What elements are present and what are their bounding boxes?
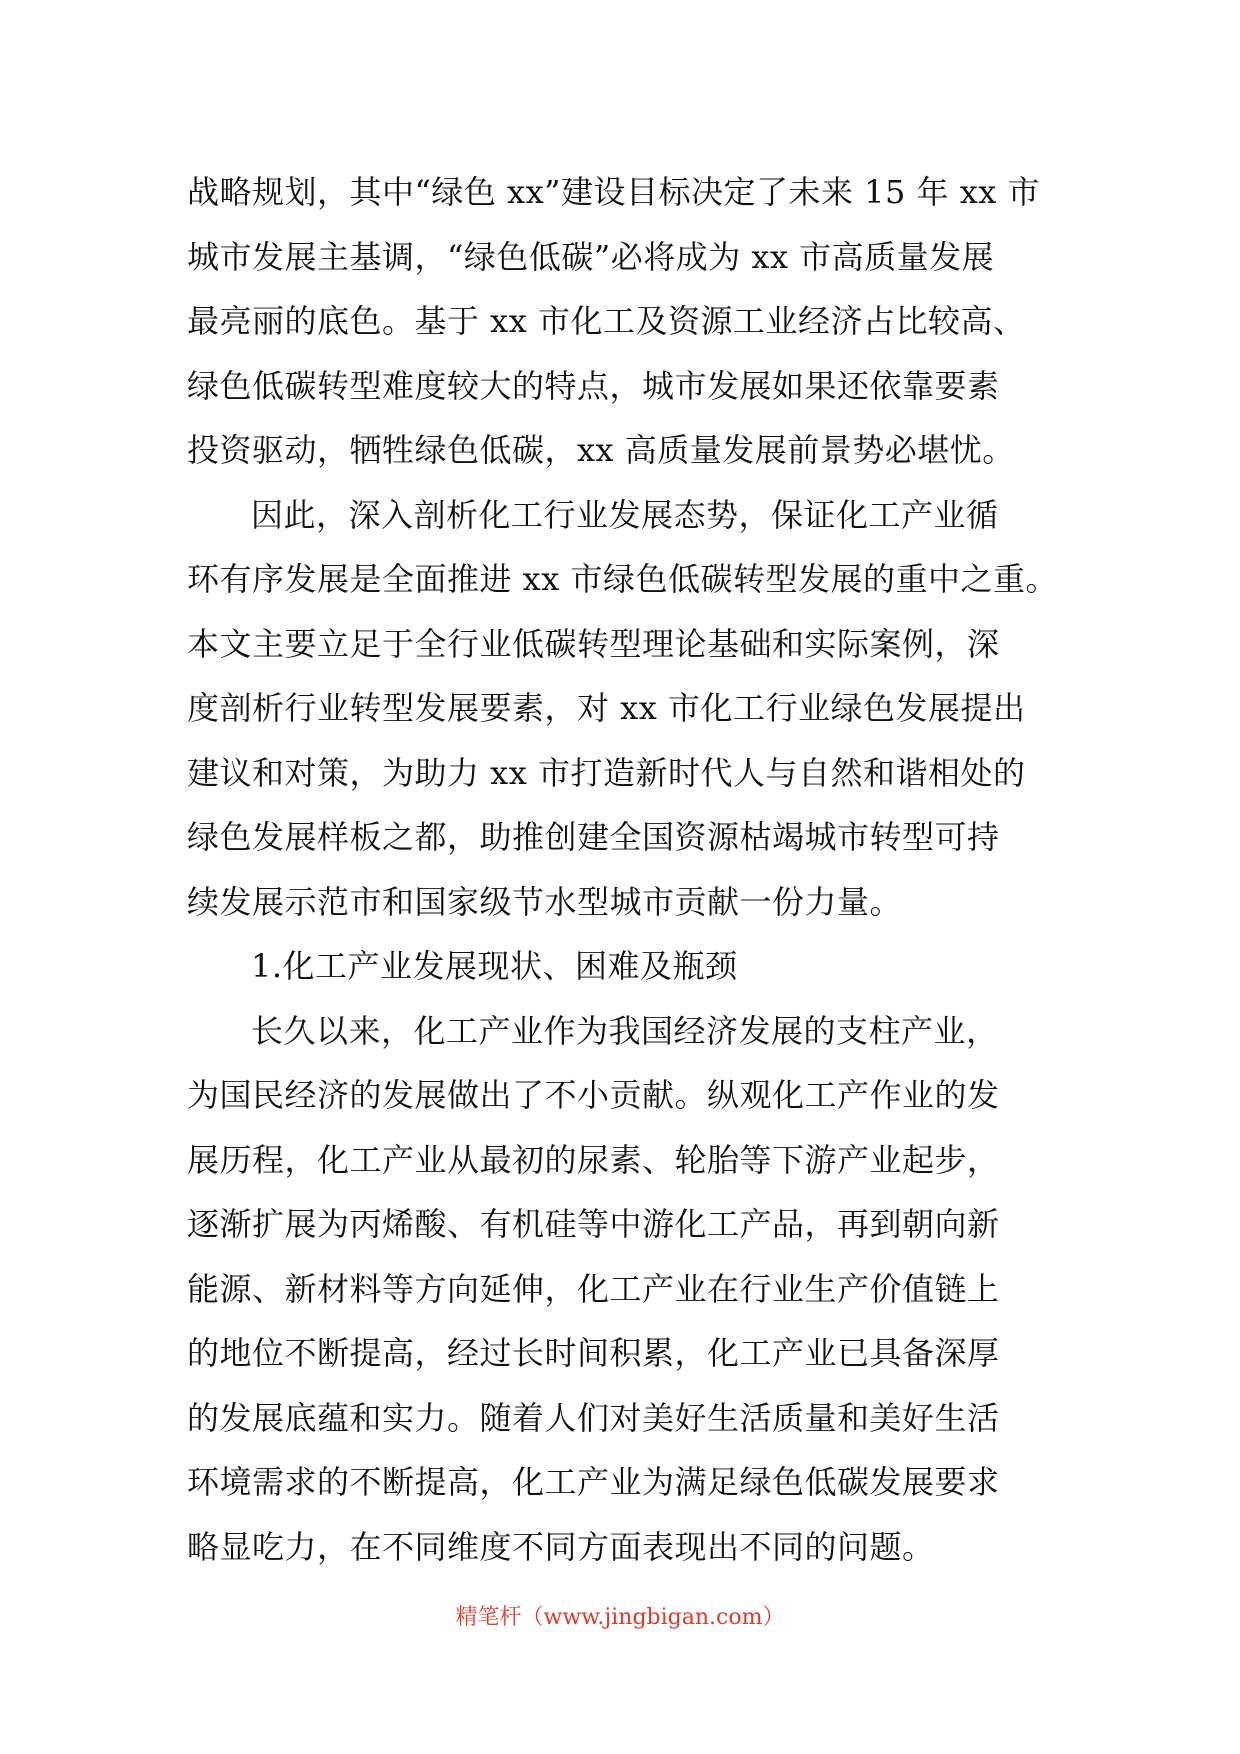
text-line: 度剖析行业转型发展要素，对 xx 市化工行业绿色发展提出: [187, 689, 1026, 727]
text-line: 城市发展主基调，“绿色低碳”必将成为 xx 市高质量发展: [187, 237, 995, 276]
text-line: 1.化工产业发展现状、困难及瓶颈: [251, 947, 738, 985]
text-line: 因此，深入剖析化工行业发展态势，保证化工产业循: [251, 495, 999, 534]
text-line: 投资驱动，牺牲绿色低碳，xx 高质量发展前景势必堪忧。: [187, 431, 1015, 469]
text-line: 为国民经济的发展做出了不小贡献。纵观化工产作业的发: [187, 1076, 1000, 1114]
text-line: 能源、新材料等方向延伸，化工产业在行业生产价值链上: [187, 1269, 1000, 1308]
text-line: 建议和对策，为助力 xx 市打造新时代人与自然和谐相处的: [187, 753, 1026, 792]
text-line: 的发展底蕴和实力。随着人们对美好生活质量和美好生活: [187, 1398, 1000, 1437]
text-line: 展历程，化工产业从最初的尿素、轮胎等下游产业起步，: [187, 1140, 1000, 1179]
footer-watermark[interactable]: 精笔杆（www.jingbigan.com）: [455, 1605, 785, 1630]
text-line: 的地位不断提高，经过长时间积累，化工产业已具备深厚: [187, 1334, 1000, 1372]
text-line: 绿色发展样板之都，助推创建全国资源枯竭城市转型可持: [187, 818, 1000, 856]
text-line: 逐渐扩展为丙烯酸、有机硅等中游化工产品，再到朝向新: [187, 1205, 1000, 1243]
text-line: 最亮丽的底色。基于 xx 市化工及资源工业经济占比较高、: [187, 302, 1026, 340]
text-line: 续发展示范市和国家级节水型城市贡献一份力量。: [187, 882, 903, 921]
text-line: 绿色低碳转型难度较大的特点，城市发展如果还依靠要素: [187, 366, 1000, 405]
text-line: 战略规划，其中“绿色 xx”建设目标决定了未来 15 年 xx 市: [187, 173, 1040, 211]
text-line: 略显吃力，在不同维度不同方面表现出不同的问题。: [187, 1527, 935, 1566]
document-body: [187, 160, 1057, 1579]
text-line: 环有序发展是全面推进 xx 市绿色低碳转型发展的重中之重。: [187, 560, 1058, 598]
text-line: 环境需求的不断提高，化工产业为满足绿色低碳发展要求: [187, 1463, 1000, 1501]
text-line: 本文主要立足于全行业低碳转型理论基础和实际案例，深: [187, 624, 1000, 663]
text-line: 长久以来，化工产业作为我国经济发展的支柱产业，: [251, 1011, 999, 1050]
